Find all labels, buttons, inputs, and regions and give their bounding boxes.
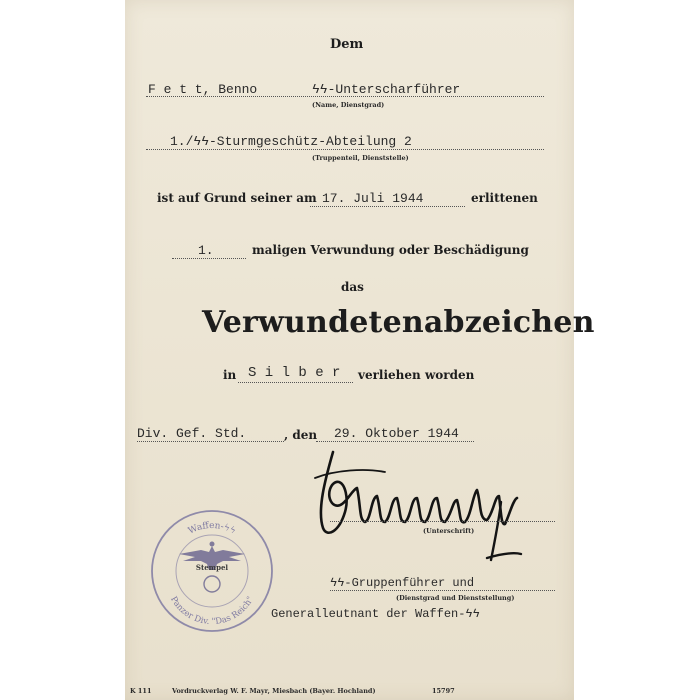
recipient-rank: ϟϟ-Unterscharführer: [312, 82, 461, 97]
in-text: in: [223, 368, 237, 382]
signer-rank: ϟϟ-Gruppenführer und: [330, 576, 475, 590]
place-value: Div. Gef. Std.: [137, 426, 247, 441]
stamp-top-text: Waffen-ϟϟ: [186, 520, 238, 537]
den-text: , den: [284, 428, 318, 442]
signer-rank-line: [330, 590, 555, 591]
handwritten-signature: [305, 440, 535, 575]
svg-text:Waffen-ϟϟ: [187, 521, 237, 537]
signature-caption: (Unterschrift): [423, 527, 475, 535]
award-grade: S i l b e r: [248, 365, 341, 381]
name-caption: (Name, Dienstgrad): [312, 101, 385, 109]
grade-line: [238, 382, 353, 383]
stamp-bottom-text: Panzer Div. "Das Reich": [168, 594, 256, 628]
stamp-center-text: Stempel: [195, 563, 229, 572]
publisher-text: Vordruckverlag W. F. Mayr, Miesbach (Bayer. Hochland): [172, 687, 376, 695]
print-number: 15797: [432, 687, 455, 695]
signature-line: [330, 521, 555, 522]
dem-heading: Dem: [330, 37, 364, 52]
wound-count: 1.: [198, 243, 214, 258]
wound-count-line: [172, 258, 246, 259]
date-value: 29. Oktober 1944: [334, 426, 459, 441]
signer-rank2: Generalleutnant der Waffen-ϟϟ: [271, 607, 480, 621]
wound-count-suffix: maligen Verwundung oder Beschädigung: [252, 243, 529, 257]
wound-prefix: ist auf Grund seiner am: [157, 191, 317, 205]
name-line: [146, 96, 544, 97]
unit-line: [146, 149, 544, 150]
wound-suffix: erlittenen: [471, 191, 538, 205]
award-title: Verwundetenabzeichen: [202, 305, 595, 340]
wreath-icon: [204, 576, 220, 592]
signer-rank-caption: (Dienstgrad und Dienststellung): [396, 594, 515, 602]
wound-date: 17. Juli 1944: [322, 191, 424, 206]
unit-value: 1./ϟϟ-Sturmgeschütz-Abteilung 2: [170, 134, 412, 149]
wound-date-line: [310, 206, 465, 207]
recipient-name: F e t t, Benno: [148, 82, 258, 97]
official-stamp: [149, 508, 275, 634]
verliehen-text: verliehen worden: [358, 368, 475, 382]
das-text: das: [341, 280, 364, 294]
unit-caption: (Truppenteil, Dienststelle): [312, 154, 409, 162]
place-line: [137, 441, 284, 442]
form-number: K 111: [130, 687, 152, 695]
